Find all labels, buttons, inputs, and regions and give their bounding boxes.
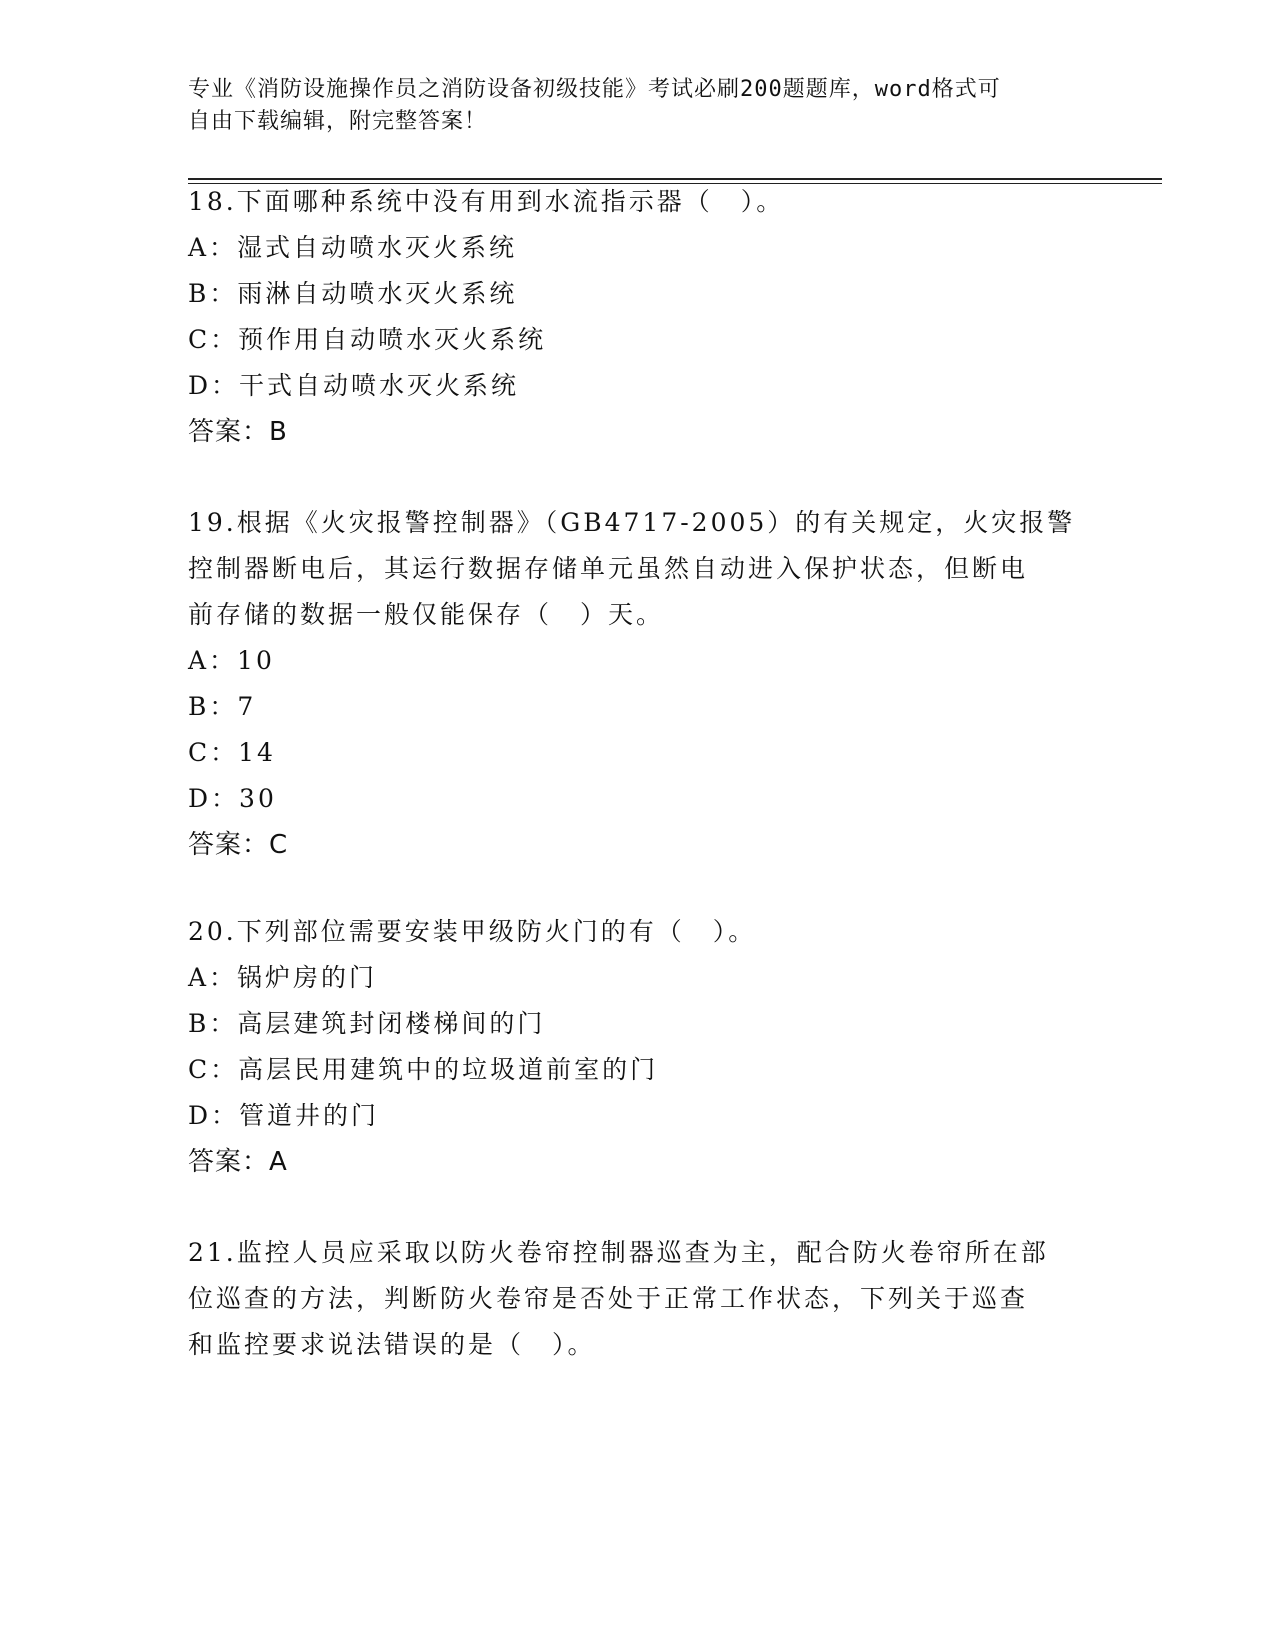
option-c: C：14 [188,738,276,767]
question-stem-line-2: 位巡查的方法，判断防火卷帘是否处于正常工作状态，下列关于巡查 [188,1284,1029,1313]
option-c: C：预作用自动喷水灭火系统 [188,325,547,354]
question-21 [188,1230,1088,1368]
question-stem-line-2: 控制器断电后，其运行数据存储单元虽然自动进入保护状态，但断电 [188,554,1029,583]
option-c: C：高层民用建筑中的垃圾道前室的门 [188,1055,659,1084]
answer: 答案：B [188,417,288,447]
option-a: A：锅炉房的门 [188,963,378,992]
question-19 [188,500,1088,868]
header-line-2: 自由下载编辑，附完整答案！ [188,109,488,134]
answer: 答案：C [188,830,289,860]
header-line-1: 专业《消防设施操作员之消防设备初级技能》考试必刷200题题库，word格式可 [188,77,1001,102]
option-b: B：高层建筑封闭楼梯间的门 [188,1009,546,1038]
question-stem: 20.下列部位需要安装甲级防火门的有（ ）。 [188,917,757,946]
option-b: B：雨淋自动喷水灭火系统 [188,279,518,308]
question-18 [188,179,1088,455]
question-stem: 18.下面哪种系统中没有用到水流指示器（ ）。 [188,187,785,216]
answer: 答案：A [188,1147,288,1177]
option-d: D：管道井的门 [188,1101,380,1130]
question-stem-line-1: 21.监控人员应采取以防火卷帘控制器巡查为主，配合防火卷帘所在部 [188,1238,1049,1267]
question-stem-line-3: 和监控要求说法错误的是（ ）。 [188,1330,596,1359]
question-stem-line-1: 19.根据《火灾报警控制器》（GB4717-2005）的有关规定，火灾报警 [188,508,1076,537]
question-stem-line-3: 前存储的数据一般仅能保存（ ）天。 [188,600,665,629]
option-d: D：干式自动喷水灭火系统 [188,371,520,400]
option-b: B：7 [188,692,257,721]
document-header [188,74,1068,138]
option-d: D：30 [188,784,277,813]
option-a: A：10 [188,646,275,675]
question-20 [188,909,1088,1185]
option-a: A：湿式自动喷水灭火系统 [188,233,518,262]
